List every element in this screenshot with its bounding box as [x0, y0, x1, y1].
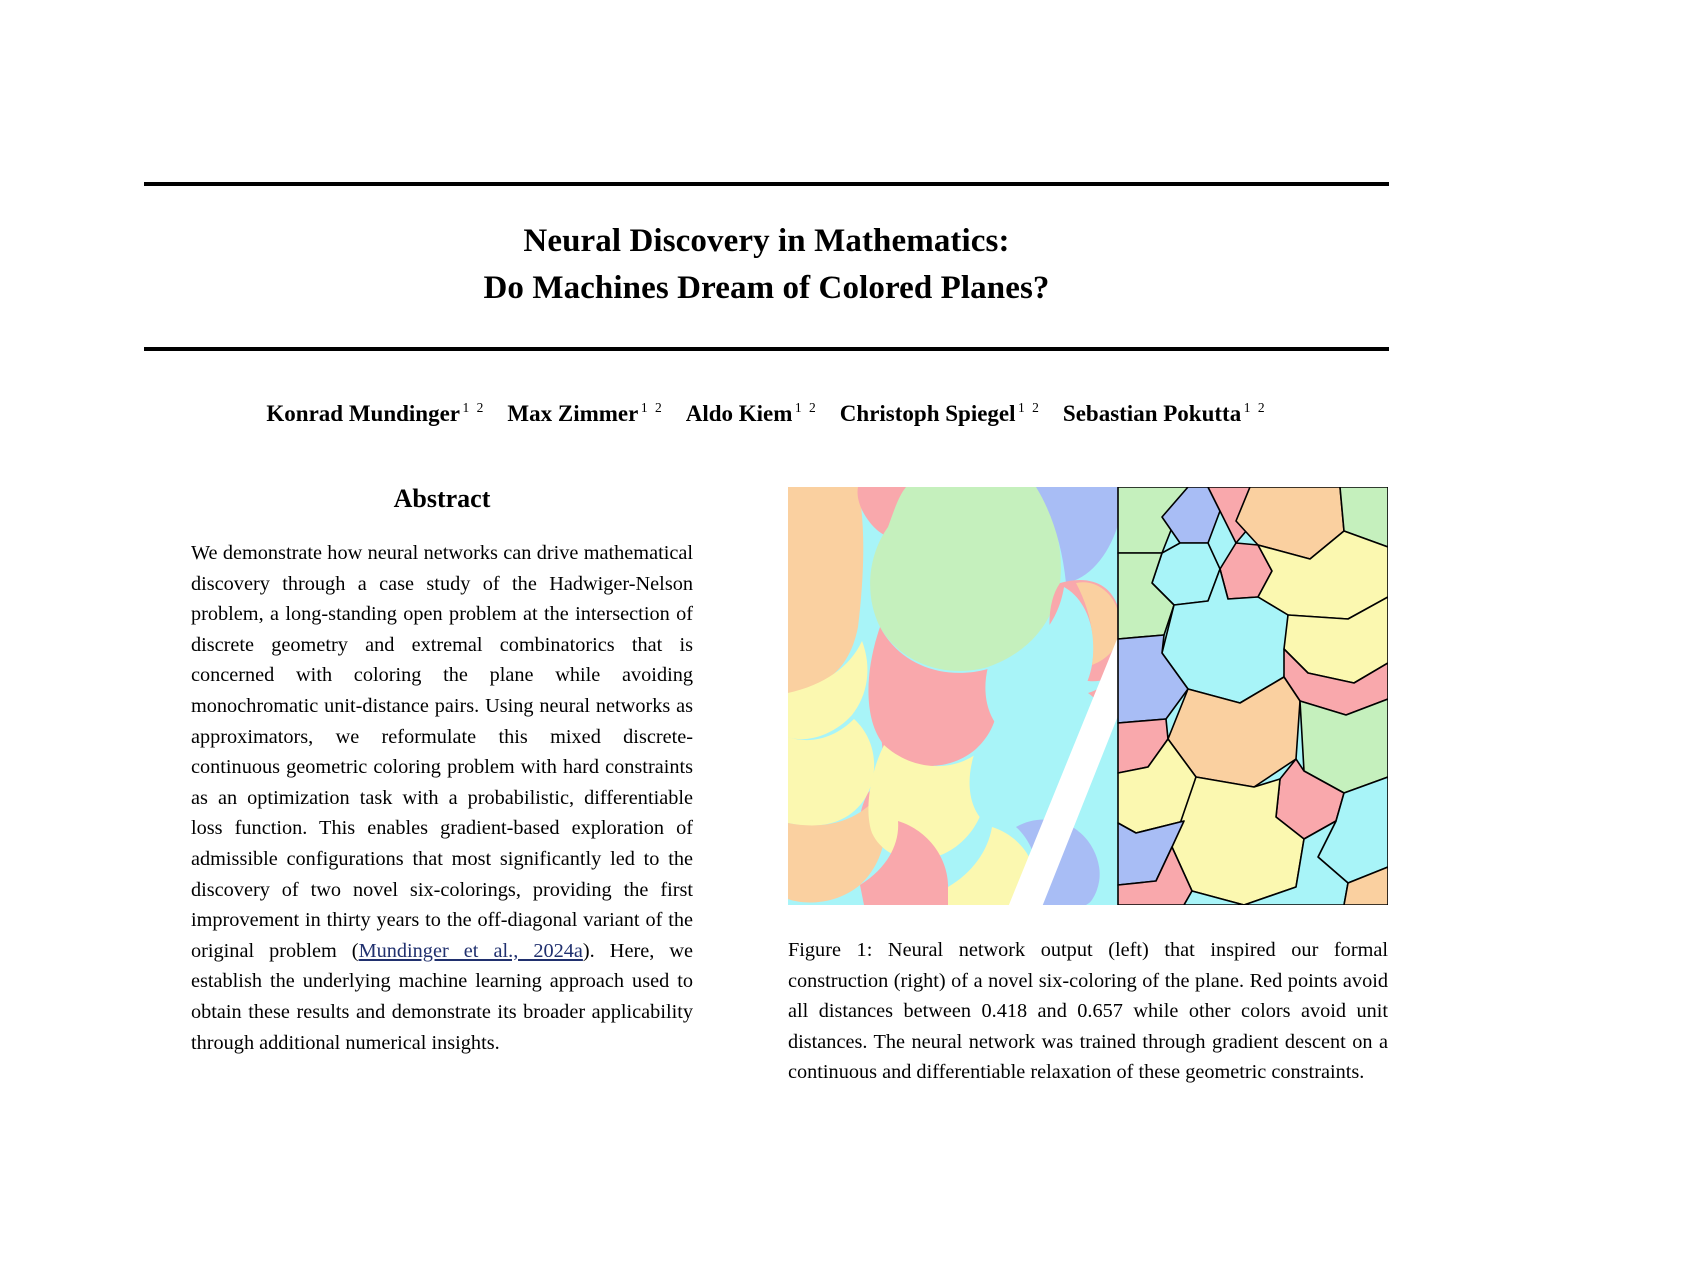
citation-link-mundinger[interactable]: Mundinger et al., 2024a: [358, 939, 583, 962]
author-entry: [686, 401, 818, 426]
author-entry: [507, 401, 663, 426]
title-line-1: Neural Discovery in Mathematics:: [523, 223, 1010, 259]
figure-1-caption: Figure 1: Neural network output (left) that inspired our formal construction (right) of a novel six-coloring of the plane. Red points avoid all distances between 0.418 and 0.657 while other colors avoid unit distances. The neural network was trained through gradient descent on a continuous and differentiable relaxation of these geometric constraints.: [788, 939, 1388, 1084]
abstract-heading: Abstract: [393, 484, 491, 513]
title-line-2: Do Machines Dream of Colored Planes?: [483, 270, 1050, 306]
formal-construction-region: [1118, 487, 1388, 905]
author-entry: [266, 401, 485, 426]
author-name: Max Zimmer: [507, 400, 639, 426]
figure-1-image: [788, 487, 1388, 905]
title-rule-bottom: [144, 347, 1389, 351]
author-name: Sebastian Pokutta: [1062, 400, 1242, 426]
author-name: Christoph Spiegel: [839, 400, 1016, 426]
abstract-text-part-2: ). Here, we establish the underlying machine learning approach used to obtain these results and demonstrate its broader applicability through additional numerical insights.: [191, 939, 693, 1054]
six-coloring-illustration: [788, 487, 1388, 905]
author-affiliation: 1 2: [462, 400, 486, 415]
author-affiliation: 1 2: [1243, 400, 1267, 415]
page-title: [144, 218, 1389, 312]
author-affiliation: 1 2: [640, 400, 664, 415]
author-affiliation: 1 2: [794, 400, 818, 415]
figure-column: [788, 487, 1388, 1088]
title-rule-top: [144, 182, 1389, 186]
author-name: Konrad Mundinger: [266, 400, 461, 426]
abstract-text-part-1: We demonstrate how neural networks can drive mathematical discovery through a case study of the Hadwiger-Nelson problem, a long-standing open problem at the intersection of discrete geometry and extremal combinatorics that is concerned with coloring the plane while avoiding monochromatic unit-distance pairs. Using neural networks as approximators, we reformulate this mixed discrete-continuous geometric coloring problem with hard constraints as an optimization task with a probabilistic, differentiable loss function. This enables gradient-based exploration of admissible configurations that most significantly led to the discovery of two novel six-colorings, providing the first improvement in thirty years to the off-diagonal variant of the original problem (: [191, 542, 693, 962]
author-affiliation: 1 2: [1018, 400, 1041, 415]
abstract-text: [191, 538, 693, 1058]
author-entry: [1063, 401, 1267, 426]
author-list: [144, 400, 1389, 427]
neural-output-region: [788, 487, 1118, 905]
author-name: Aldo Kiem: [685, 400, 793, 426]
abstract-column: [191, 484, 693, 1058]
author-entry: [840, 401, 1041, 426]
